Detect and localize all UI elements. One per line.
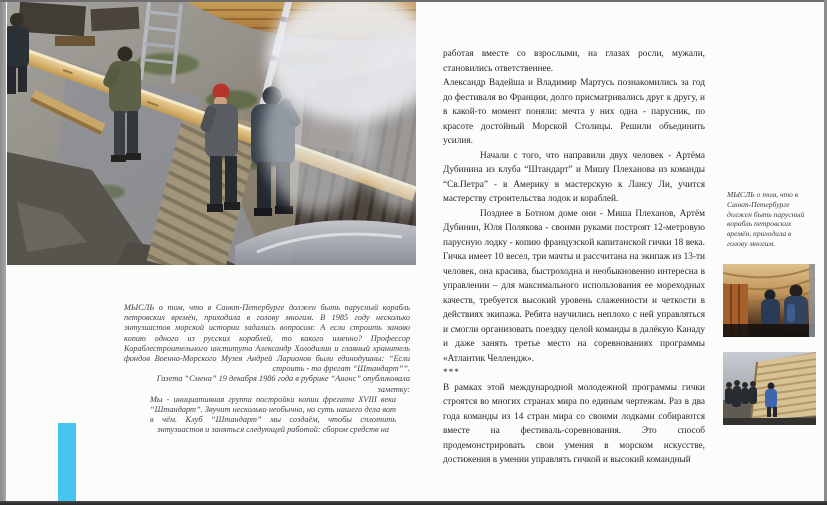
floor-shadow	[723, 324, 815, 337]
hull-planking	[751, 352, 816, 420]
body-text-column	[443, 47, 705, 468]
foreground-shadow	[723, 418, 816, 425]
frame-bottom	[0, 501, 827, 505]
body-paragraph-1: работая вместе со взрослыми, на глазах росли, мужали, становились ответственнее.	[443, 49, 705, 74]
photo-hull-crowd	[723, 352, 816, 425]
photo-hull-interior-work	[723, 264, 815, 337]
section-separator: ***	[443, 368, 460, 378]
body-paragraph-3: Начали с того, что направили двух человек - Артёма Дубинина из клуба “Штандарт” и Мишу Плеханова из команды “Св.Петра” - в Америку в мастерскую к Лансу Ли, учится мастерству строительства лодок и кораблей.	[443, 150, 705, 204]
memoir-paragraph-3: Мы - инициативная группа постройки копии фрегата XVIII века “Штандарт”. Звучит несколько необычно, но суть нашего дела вот в чём. Клуб “Штандарт” мы создаём, чтобы сплотить энтузиастов и заняться следующей работой: сбором средств на	[150, 394, 396, 435]
frame-top	[0, 0, 827, 2]
frame-left	[0, 0, 6, 505]
photo-mast-carrying	[7, 2, 416, 265]
body-paragraph-5: В рамках этой международной молодежной программы гички строятся во многих странах мира по единым чертежам. Раз в два года команды из 14 стран мира со своими лодками собираются вместе на фестиваль-соревнования. Это способ продемонстрировать свои умения в морском искусстве, достижения в умении управлять гичкой и высокий командный	[443, 382, 705, 465]
memoir-paragraph-2: Газета “Смена” 19 декабря 1986 года в рубрике “Анонс” опубликовала заметку:	[156, 374, 410, 394]
margin-note: МЫСЛЬ о том, что в Санкт-Петербурге должен быть парусный корабль петровских времён, приходила в голову многим.	[727, 190, 805, 248]
smoke	[262, 2, 416, 212]
body-paragraph-4: Позднее в Ботном доме они - Миша Плеханов, Артём Дубинин, Юля Полякова - своими руками построят 12-метровую парусную лодку - копию французской капитанской гички 18 века. Гичка имеет 10 весел, три мачты и рассчитана на экипаж из 13-ти человек, она красива, быстроходна и необыкновенно интересна в управлении – для максимального использования ее мореходных качеств, требуется высокий уровень слаженности и четкости в действиях экипажа. Ребята научились неплохо с ней управляться и смогли организовать поездку целой команды в далёкую Канаду и даже занять третье место на соревнованиях программы «Атлантик Челлендж».	[443, 208, 705, 364]
scaffold-rail	[809, 264, 815, 337]
memoir-italic-block	[124, 303, 410, 436]
body-paragraph-2: Александр Вадейша и Владимир Мартусь познакомились за год до фестиваля во Франции, долго присматривались друг к другу, и в какой-то момент поняли: мечта у них одна - парусник, по красоте достойный Морской Столицы. Решили объединить усилия.	[443, 78, 705, 146]
memoir-paragraph-1: МЫСЛЬ о том, что в Санкт-Петербурге должен быть парусный корабль петровских времён, приходила в голову многим. В 1985 году несколько энтузиастов морской истории задались вопросом: А если строить заново копию одного из русских кораблей, то какого именно? Профессор Кораблестроительного института Александр Холодилин и главный хранитель фондов Военно-Морского Музея Андрей Ларионов были единодушны: “Если строить - то фрегат “Штандарт””.	[124, 303, 410, 374]
accent-bar	[58, 423, 76, 502]
